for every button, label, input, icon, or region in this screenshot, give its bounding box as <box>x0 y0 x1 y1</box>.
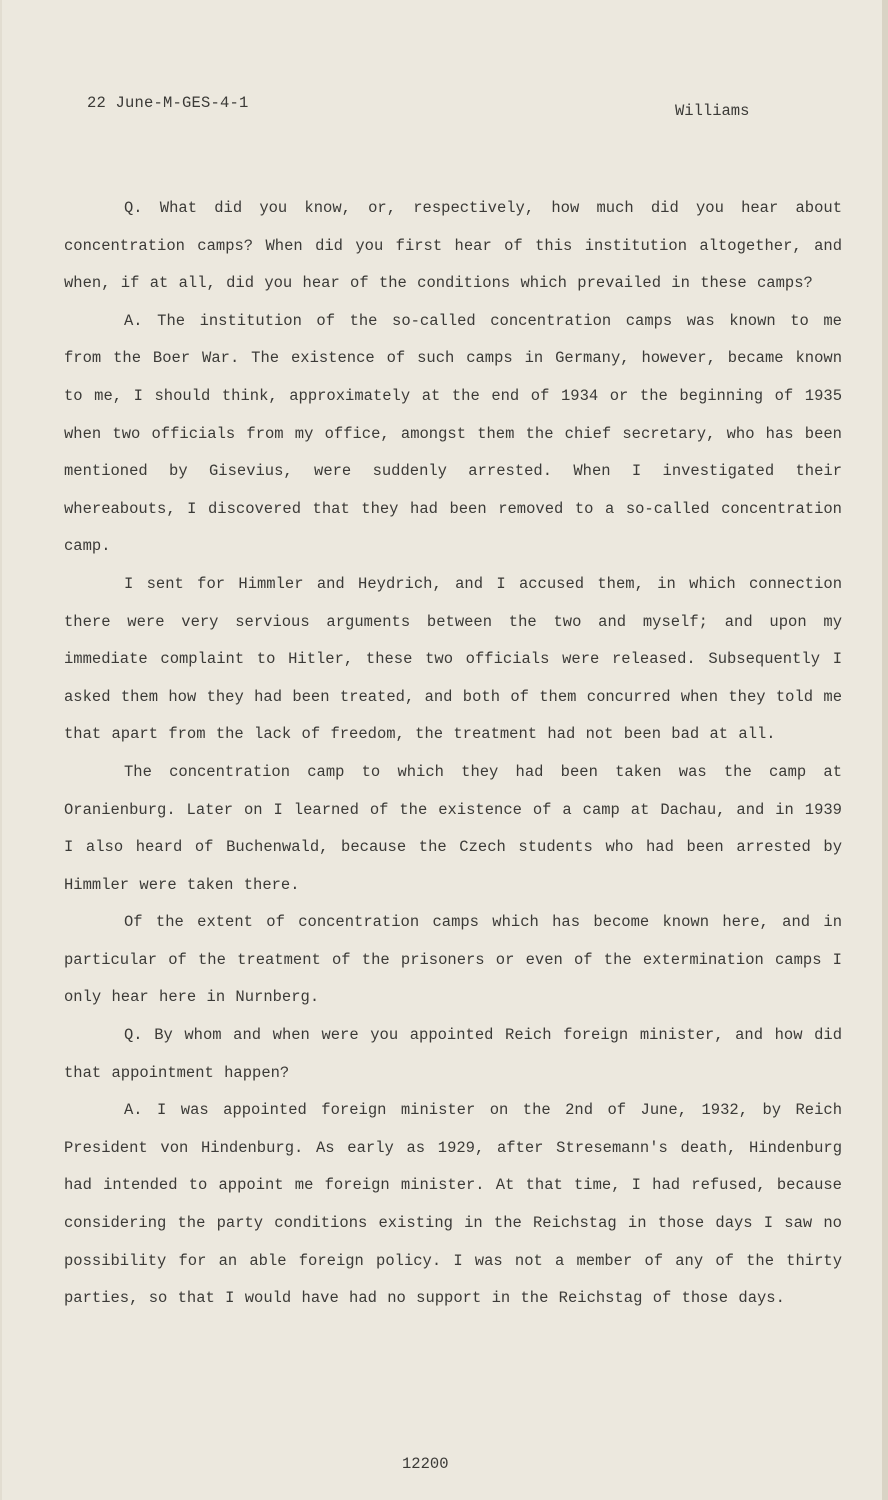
paragraph-himmler-heydrich: I sent for Himmler and Heydrich, and I accused them, in which connection there were very servious arguments between the two and myself; and upon my immediate complaint to Hitler, these two officials were released. Subsequently I asked them how they had been treated, and both of them concurred when they told me that apart from the lack of freedom, the treatment had not been bad at all. <box>64 574 842 744</box>
translator-name: Williams <box>675 102 750 120</box>
paragraph-answer-appointment: A. I was appointed foreign minister on the 2nd of June, 1932, by Reich President von Hindenburg. As early as 1929, after Stresemann's death, Hindenburg had intended to appoint me foreign minister. At that time, I had refused, because considering the party conditions existing in the Reichstag in those days I saw no possibility for an able foreign policy. I was not a member of any of the thirty parties, so that I would have had no support in the Reichstag of those days. <box>64 1101 842 1308</box>
page-number: 12200 <box>402 1455 449 1473</box>
paragraph-answer-camps: A. The institution of the so-called concentration camps was known to me from the Boer War. The existence of such camps in Germany, however, became known to me, I should think, approximately at the end of 1934 or the beginning of 1935 when two officials from my office, amongst them the chief secretary, who has been mentioned by Gisevius, were suddenly arrested. When I investigated their whereabouts, I discovered that they had been removed to a so-called concentration camp. <box>64 311 842 556</box>
paragraph-extent: Of the extent of concentration camps which has become known here, and in particular of the treatment of the prisoners or even of the extermination camps I only hear here in Nurnberg. <box>64 913 842 1007</box>
paragraph-question-appointment: Q. By whom and when were you appointed Reich foreign minister, and how did that appointment happen? <box>64 1026 842 1082</box>
paragraph-question-camps: Q. What did you know, or, respectively, how much did you hear about concentration camps? When did you first hear of this institution altogether, and when, if at all, did you hear of the conditions which prevailed in these camps? <box>64 199 842 293</box>
paragraph-oranienburg: The concentration camp to which they had been taken was the camp at Oranienburg. Later on I learned of the existence of a camp at Dachau, and in 1939 I also heard of Buchenwald, because the Czech students who had been arrested by Himmler were taken there. <box>64 762 842 894</box>
document-reference: 22 June-M-GES-4-1 <box>87 94 249 112</box>
document-body <box>64 190 842 1318</box>
